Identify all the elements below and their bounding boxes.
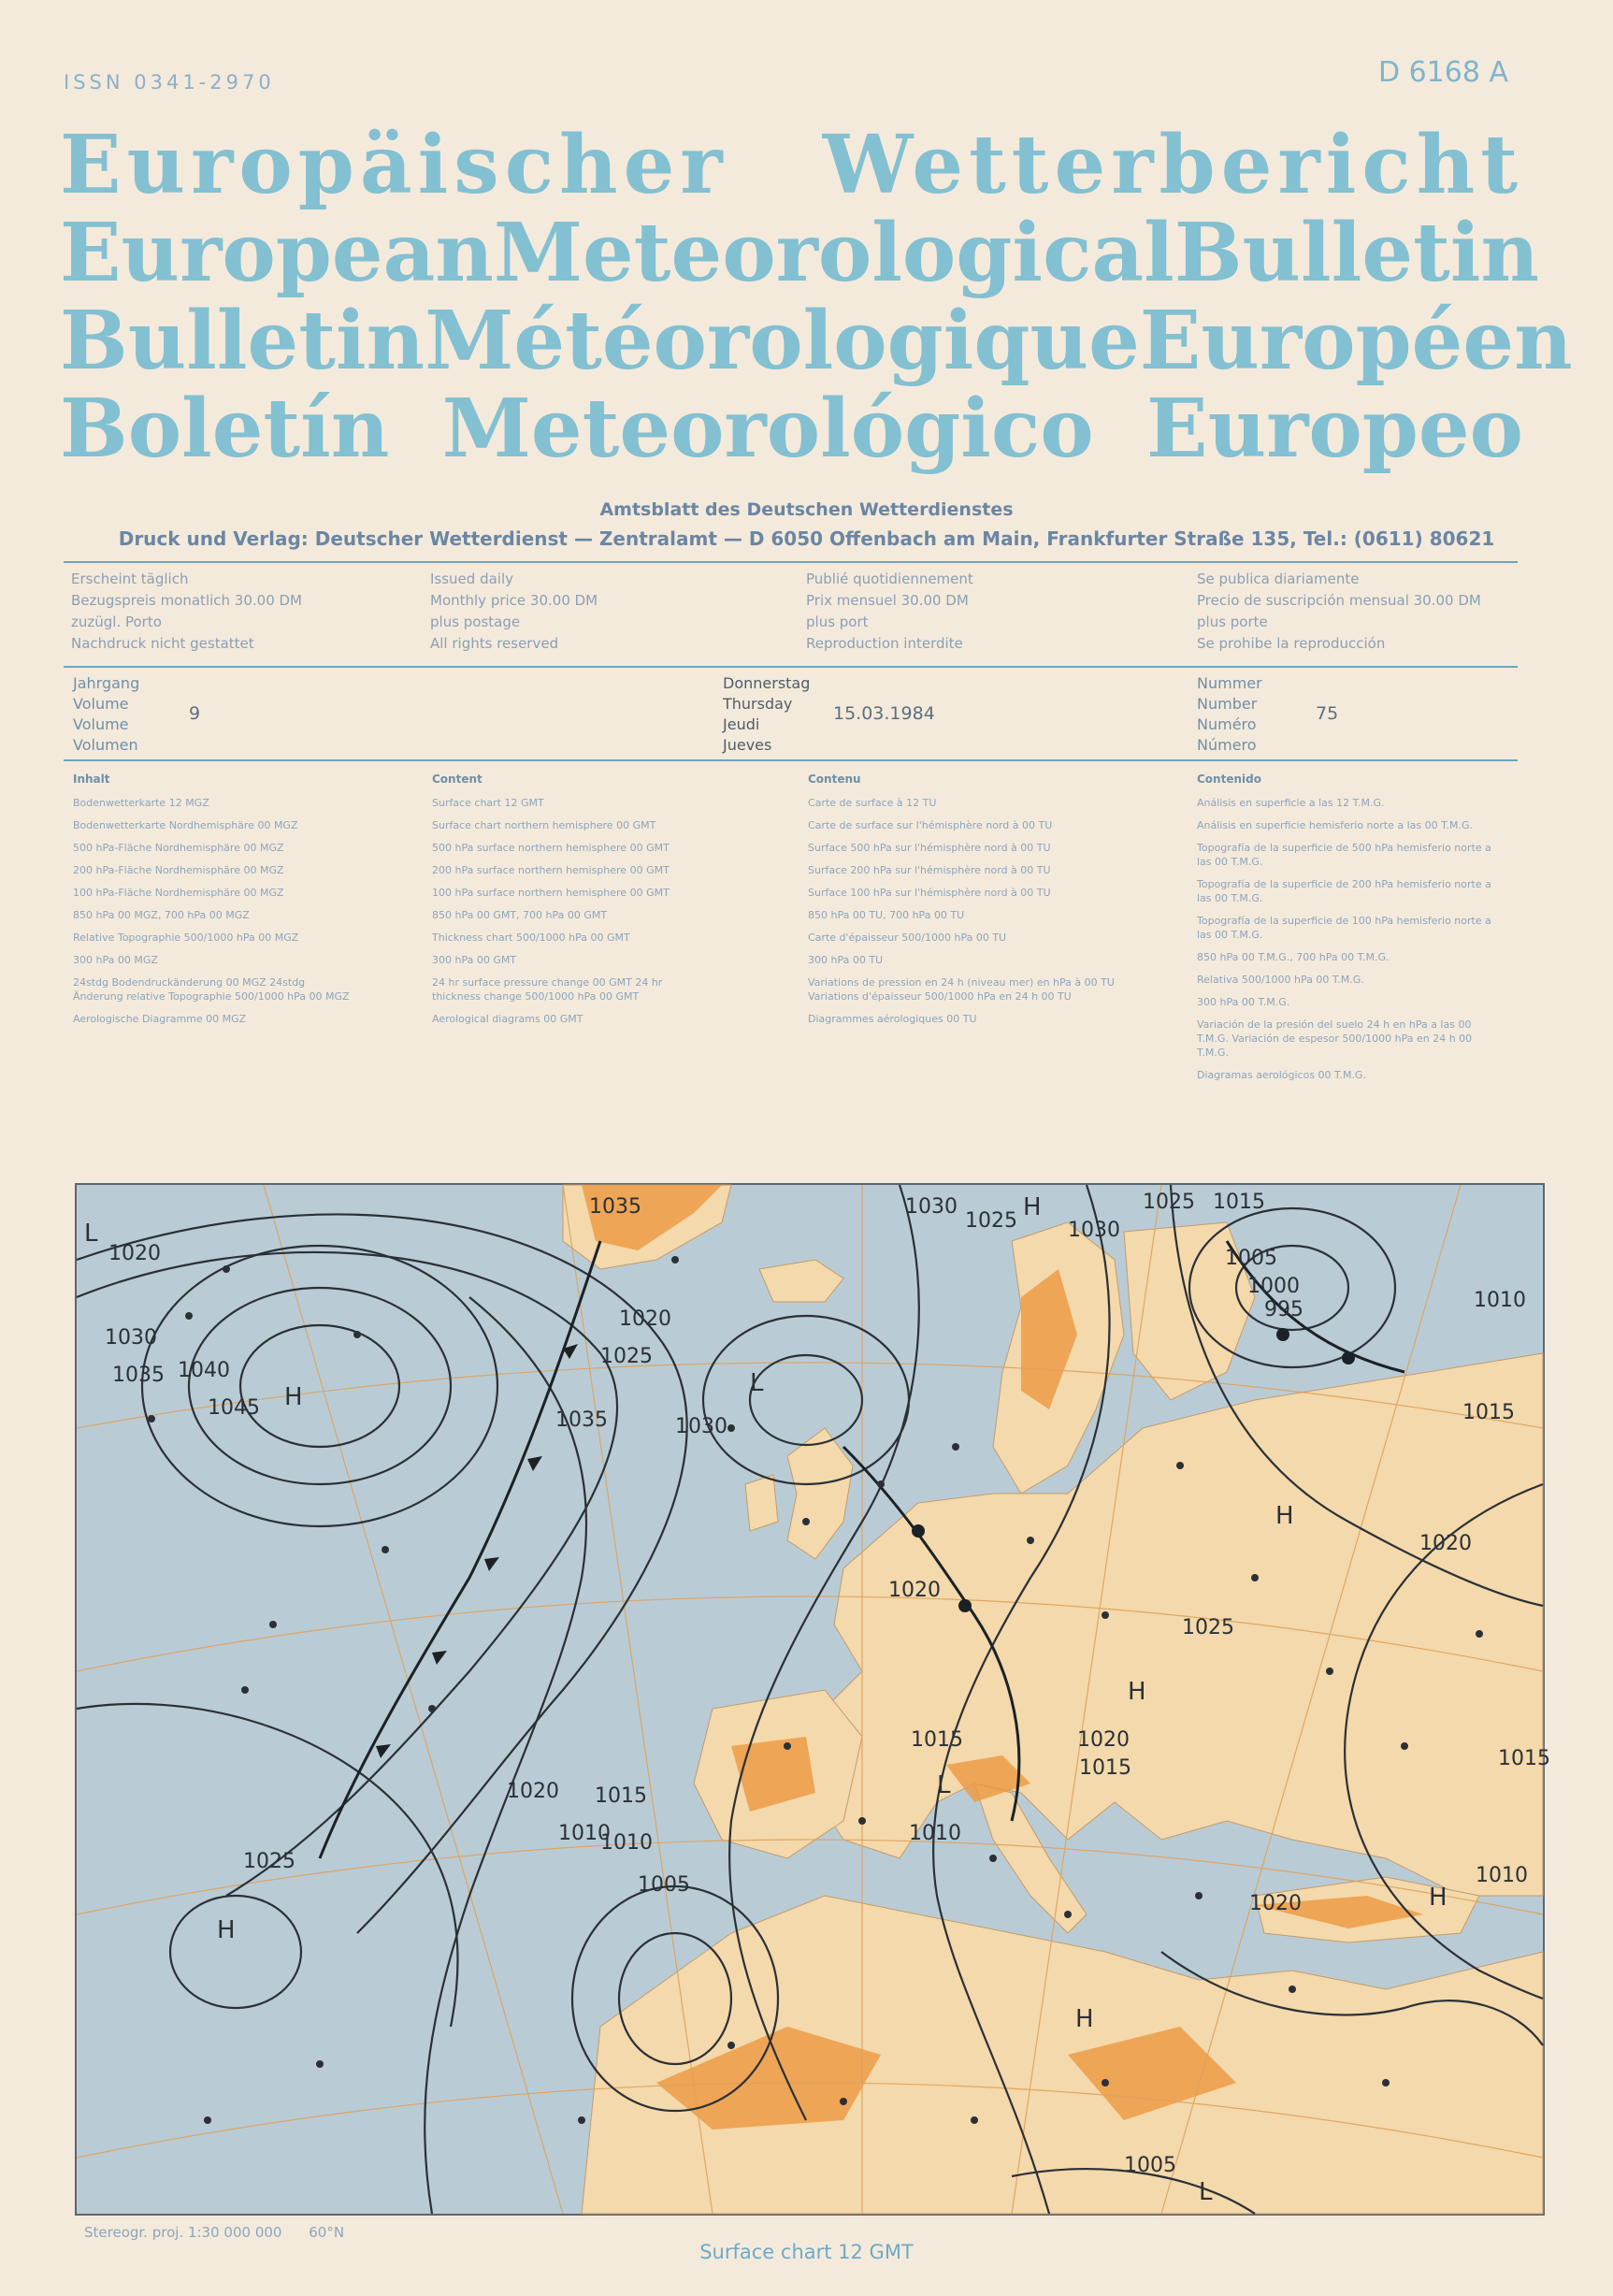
map-caption: Surface chart 12 GMT bbox=[699, 2241, 914, 2263]
contents-item: Thickness chart 500/1000 hPa 00 GMT bbox=[432, 931, 630, 944]
station-dot bbox=[353, 1331, 361, 1338]
low-pressure-centre: L bbox=[1199, 2178, 1213, 2206]
title-line-german bbox=[60, 118, 1523, 212]
isobar-label: 1025 bbox=[600, 1345, 653, 1368]
contents-item: 100 hPa surface northern hemisphere 00 GMT bbox=[432, 887, 670, 899]
info-line: Se prohibe la reproducción bbox=[1197, 635, 1386, 652]
contents-german bbox=[73, 773, 353, 1034]
info-line: zuzügl. Porto bbox=[71, 614, 162, 630]
station-dot bbox=[1476, 1630, 1483, 1638]
contents-item: Aerologische Diagramme 00 MGZ bbox=[73, 1013, 247, 1025]
isobar-label: 1010 bbox=[909, 1822, 961, 1845]
ireland bbox=[745, 1475, 778, 1531]
contents-item: 300 hPa 00 T.M.G. bbox=[1197, 996, 1290, 1008]
contents-item: 850 hPa 00 T.M.G., 700 hPa 00 T.M.G. bbox=[1197, 951, 1390, 963]
isobar-label: 1035 bbox=[555, 1408, 608, 1432]
high-pressure-centre: H bbox=[1429, 1884, 1447, 1912]
isobar-label: 1020 bbox=[1419, 1532, 1472, 1555]
title-line-english bbox=[60, 206, 1540, 300]
contents-item: Aerological diagrams 00 GMT bbox=[432, 1013, 583, 1025]
station-dot bbox=[1401, 1742, 1408, 1750]
station-dot bbox=[1251, 1574, 1259, 1581]
volume-value: 9 bbox=[189, 703, 201, 724]
official-gazette-line: Amtsblatt des Deutschen Wetterdienstes bbox=[599, 499, 1014, 520]
projection-scale: Stereogr. proj. 1:30 000 000 bbox=[84, 2224, 282, 2241]
contents-item: Topografía de la superficie de 100 hPa hemisferio norte a las 00 T.M.G. bbox=[1197, 915, 1491, 941]
title-word: Européen bbox=[1139, 294, 1573, 388]
contents-english bbox=[432, 773, 713, 1034]
isobar-label: 1025 bbox=[965, 1209, 1017, 1233]
contents-item: 200 hPa-Fläche Nordhemisphäre 00 MGZ bbox=[73, 864, 284, 876]
station-dot bbox=[971, 2116, 978, 2124]
divider bbox=[64, 666, 1518, 668]
station-dot bbox=[1064, 1911, 1072, 1918]
info-line: All rights reserved bbox=[430, 635, 559, 652]
weekday-label: Thursday bbox=[723, 695, 793, 713]
number-labels bbox=[1197, 673, 1262, 756]
title-word: European bbox=[60, 206, 494, 300]
contents-item: Relativa 500/1000 hPa 00 T.M.G. bbox=[1197, 974, 1364, 986]
contents-spanish bbox=[1197, 773, 1505, 1090]
contents-item: Surface chart 12 GMT bbox=[432, 797, 544, 809]
contents-item: Diagramas aerológicos 00 T.M.G. bbox=[1197, 1069, 1366, 1081]
contents-item: 300 hPa 00 GMT bbox=[432, 954, 517, 966]
warm-front-semicircle bbox=[912, 1524, 925, 1538]
contents-item: 300 hPa 00 TU bbox=[808, 954, 884, 966]
isobar-label: 1030 bbox=[105, 1326, 157, 1350]
info-line: Reproduction interdite bbox=[806, 635, 963, 652]
info-column-french bbox=[806, 569, 973, 655]
station-dot bbox=[802, 1518, 810, 1525]
isobar-label: 1030 bbox=[905, 1195, 958, 1219]
issue-date: 15.03.1984 bbox=[833, 703, 935, 724]
latitude-reference: 60°N bbox=[309, 2224, 345, 2241]
contents-item: 850 hPa 00 MGZ, 700 hPa 00 MGZ bbox=[73, 909, 250, 921]
postal-code: D 6168 A bbox=[1377, 56, 1508, 89]
station-dot bbox=[1382, 2079, 1390, 2087]
isobar-label: 1015 bbox=[1079, 1756, 1131, 1780]
contents-item: Topografía de la superficie de 200 hPa hemisferio norte a las 00 T.M.G. bbox=[1197, 878, 1491, 904]
station-dot bbox=[1176, 1462, 1184, 1469]
station-dot bbox=[1027, 1537, 1034, 1544]
info-line: Monthly price 30.00 DM bbox=[430, 592, 598, 609]
issn-number: ISSN 0341-2970 bbox=[64, 71, 275, 94]
weekday-labels bbox=[723, 673, 810, 756]
info-column-german bbox=[71, 569, 302, 655]
isobar-label: 1035 bbox=[589, 1195, 641, 1219]
contents-item: Variación de la presión del suelo 24 h en hPa a las 00 T.M.G. Variación de espesor 500/1000 hPa en 24 h 00 T.M.G. bbox=[1197, 1018, 1473, 1059]
contents-item: Carte de surface à 12 TU bbox=[808, 797, 937, 809]
isobar-label: 1015 bbox=[1213, 1191, 1265, 1214]
info-line: Issued daily bbox=[430, 570, 514, 587]
contents-french bbox=[808, 773, 1116, 1034]
isobar-label: 1015 bbox=[595, 1784, 647, 1808]
contents-item: 24stdg Bodendruckänderung 00 MGZ 24stdg Änderung relative Topographie 500/1000 hPa 00 MGZ bbox=[73, 976, 350, 1003]
info-column-spanish bbox=[1197, 569, 1481, 655]
isobar-label: 1010 bbox=[1476, 1864, 1528, 1887]
number-label: Nummer bbox=[1197, 674, 1262, 692]
station-dot bbox=[989, 1855, 997, 1862]
info-line: plus porte bbox=[1197, 614, 1268, 630]
high-pressure-centre: H bbox=[1023, 1193, 1042, 1221]
title-line-spanish bbox=[60, 382, 1523, 476]
contents-item: Diagrammes aérologiques 00 TU bbox=[808, 1013, 977, 1025]
isobar-label: 1025 bbox=[243, 1850, 295, 1873]
volume-label: Jahrgang bbox=[73, 674, 140, 692]
contents-item: Bodenwetterkarte Nordhemisphäre 00 MGZ bbox=[73, 819, 298, 831]
isobar-label: 1020 bbox=[619, 1307, 671, 1331]
high-pressure-centre: H bbox=[1275, 1502, 1294, 1530]
issue-number: 75 bbox=[1316, 703, 1339, 724]
contents-item: Surface 100 hPa sur l'hémisphère nord à 00 TU bbox=[808, 887, 1051, 899]
station-dot bbox=[671, 1256, 679, 1264]
divider bbox=[64, 561, 1518, 563]
station-dot bbox=[1289, 1986, 1296, 1993]
station-dot bbox=[1102, 2079, 1109, 2087]
info-column-english bbox=[430, 569, 598, 655]
title-word: Boletín bbox=[60, 382, 390, 476]
contents-item: 24 hr surface pressure change 00 GMT 24 hr thickness change 500/1000 hPa 00 GMT bbox=[432, 976, 663, 1003]
title-word: Europäischer bbox=[60, 118, 728, 212]
isobar-label: 1005 bbox=[1124, 2154, 1176, 2177]
volume-labels bbox=[73, 673, 139, 756]
isobar-label: 1030 bbox=[1068, 1219, 1120, 1242]
contents-item: Carte d'épaisseur 500/1000 hPa 00 TU bbox=[808, 931, 1007, 944]
warm-front-semicircle bbox=[958, 1599, 972, 1612]
station-dot bbox=[382, 1546, 389, 1553]
isobar-label: 1020 bbox=[108, 1242, 161, 1265]
weekday-label: Donnerstag bbox=[723, 674, 811, 692]
station-dot bbox=[269, 1621, 277, 1628]
contents-item: 200 hPa surface northern hemisphere 00 GMT bbox=[432, 864, 670, 876]
high-pressure-centre: H bbox=[284, 1383, 303, 1411]
isobar-label: 1005 bbox=[1225, 1247, 1277, 1270]
isobar-label: 1020 bbox=[1077, 1728, 1130, 1752]
info-line: plus port bbox=[806, 614, 869, 630]
title-word: Meteorological bbox=[493, 206, 1174, 300]
title-word: Bulletin bbox=[60, 294, 425, 388]
station-dot bbox=[840, 2098, 847, 2105]
warm-front-semicircle bbox=[1342, 1351, 1355, 1365]
isobar-label: 1010 bbox=[600, 1831, 653, 1855]
contents-item: Relative Topographie 500/1000 hPa 00 MGZ bbox=[73, 931, 299, 944]
low-pressure-centre: L bbox=[937, 1771, 951, 1799]
station-dot bbox=[428, 1705, 436, 1712]
station-dot bbox=[241, 1686, 249, 1694]
title-word: Bulletin bbox=[1174, 206, 1540, 300]
station-dot bbox=[1326, 1668, 1333, 1675]
station-dot bbox=[1195, 1892, 1203, 1899]
station-dot bbox=[727, 2042, 735, 2049]
isobar-label: 1020 bbox=[507, 1780, 559, 1803]
publisher-line: Druck und Verlag: Deutscher Wetterdienst — Zentralamt — D 6050 Offenbach am Main, Frankfurter Straße 135, Tel.: (0611) 80621 bbox=[118, 527, 1495, 550]
contents-item: 850 hPa 00 GMT, 700 hPa 00 GMT bbox=[432, 909, 608, 921]
title-word: Météorologique bbox=[425, 294, 1140, 388]
station-dot bbox=[185, 1312, 193, 1320]
isobar-label: 1035 bbox=[112, 1364, 165, 1387]
isobar-label: 1010 bbox=[1474, 1289, 1526, 1312]
station-dot bbox=[223, 1265, 230, 1273]
number-label: Number bbox=[1197, 695, 1258, 713]
volume-label: Volume bbox=[73, 715, 129, 733]
info-line: Erscheint täglich bbox=[71, 570, 189, 587]
contents-item: Surface 500 hPa sur l'hémisphère nord à 00 TU bbox=[808, 842, 1051, 854]
weather-map-canvas bbox=[77, 1185, 1550, 2214]
isobar-label: 1005 bbox=[638, 1873, 690, 1897]
info-line: Nachdruck nicht gestattet bbox=[71, 635, 254, 652]
contents-item: Carte de surface sur l'hémisphère nord à 00 TU bbox=[808, 819, 1053, 831]
isobar-label: 1040 bbox=[178, 1359, 230, 1382]
station-dot bbox=[858, 1817, 866, 1825]
isobar-label: 1025 bbox=[1182, 1616, 1234, 1639]
contents-heading: Contenu bbox=[808, 773, 861, 786]
isobar-label: 1020 bbox=[888, 1579, 941, 1602]
info-line: Prix mensuel 30.00 DM bbox=[806, 592, 969, 609]
isobar-label: 1030 bbox=[675, 1415, 727, 1438]
isobar-label: 1045 bbox=[208, 1396, 260, 1420]
title-word: Wetterbericht bbox=[822, 118, 1523, 212]
station-dot bbox=[727, 1424, 735, 1432]
info-line: Bezugspreis monatlich 30.00 DM bbox=[71, 592, 303, 609]
station-dot bbox=[316, 2060, 324, 2068]
station-dot bbox=[877, 1480, 885, 1488]
isobar-label: 1010 bbox=[558, 1822, 611, 1845]
contents-item: 500 hPa surface northern hemisphere 00 GMT bbox=[432, 842, 670, 854]
contents-item: Surface chart northern hemisphere 00 GMT bbox=[432, 819, 656, 831]
contents-heading: Inhalt bbox=[73, 773, 110, 786]
high-pressure-centre: H bbox=[217, 1916, 236, 1944]
contents-item: Topografía de la superficie de 500 hPa hemisferio norte a las 00 T.M.G. bbox=[1197, 842, 1491, 868]
surface-weather-map bbox=[75, 1183, 1550, 2216]
masthead-title bbox=[60, 118, 1573, 476]
high-pressure-centre: H bbox=[1128, 1678, 1146, 1706]
contents-item: Bodenwetterkarte 12 MGZ bbox=[73, 797, 209, 809]
contents-item: Surface 200 hPa sur l'hémisphère nord à 00 TU bbox=[808, 864, 1051, 876]
title-word: Europeo bbox=[1146, 382, 1523, 476]
station-dot bbox=[578, 2116, 585, 2124]
high-pressure-centre: H bbox=[1075, 2005, 1094, 2033]
low-pressure-centre: L bbox=[750, 1369, 764, 1397]
contents-item: Análisis en superficie hemisferio norte a las 00 T.M.G. bbox=[1197, 819, 1474, 831]
isobar-label: 1000 bbox=[1247, 1275, 1300, 1298]
station-dot bbox=[204, 2116, 211, 2124]
projection-note bbox=[84, 2224, 344, 2241]
title-line-french bbox=[60, 294, 1573, 388]
info-line: Publié quotidiennement bbox=[806, 570, 973, 587]
contents-item: Variations de pression en 24 h (niveau mer) en hPa à 00 TU Variations d'épaisseur 500/1000 hPa en 24 h 00 TU bbox=[808, 976, 1115, 1003]
isobar-label: 995 bbox=[1264, 1298, 1303, 1321]
contents-item: 500 hPa-Fläche Nordhemisphäre 00 MGZ bbox=[73, 842, 284, 854]
station-dot bbox=[784, 1742, 791, 1750]
station-dot bbox=[1102, 1611, 1109, 1619]
weekday-label: Jueves bbox=[723, 736, 772, 754]
divider bbox=[64, 759, 1518, 761]
info-line: Precio de suscripción mensual 30.00 DM bbox=[1197, 592, 1481, 609]
station-dot bbox=[952, 1443, 959, 1451]
contents-item: 300 hPa 00 MGZ bbox=[73, 954, 158, 966]
low-pressure-centre: L bbox=[84, 1220, 98, 1248]
info-line: Se publica diariamente bbox=[1197, 570, 1360, 587]
contents-heading: Contenido bbox=[1197, 773, 1261, 786]
isobar-label: 1015 bbox=[1498, 1747, 1550, 1770]
isobar-label: 1025 bbox=[1143, 1191, 1195, 1214]
volume-label: Volumen bbox=[73, 736, 138, 754]
contents-item: 100 hPa-Fläche Nordhemisphäre 00 MGZ bbox=[73, 887, 284, 899]
warm-front-semicircle bbox=[1276, 1328, 1289, 1341]
number-label: Numéro bbox=[1197, 715, 1257, 733]
isobar-label: 1020 bbox=[1249, 1892, 1302, 1915]
number-label: Número bbox=[1197, 736, 1257, 754]
isobar-label: 1015 bbox=[911, 1728, 963, 1752]
isobar-label: 1015 bbox=[1462, 1401, 1515, 1424]
volume-label: Volume bbox=[73, 695, 129, 713]
title-word: Meteorológico bbox=[441, 382, 1094, 476]
contents-item: 850 hPa 00 TU, 700 hPa 00 TU bbox=[808, 909, 965, 921]
station-dot bbox=[148, 1415, 155, 1422]
info-line: plus postage bbox=[430, 614, 521, 630]
contents-heading: Content bbox=[432, 773, 482, 786]
weekday-label: Jeudi bbox=[723, 715, 760, 733]
contents-item: Análisis en superficie a las 12 T.M.G. bbox=[1197, 797, 1385, 809]
